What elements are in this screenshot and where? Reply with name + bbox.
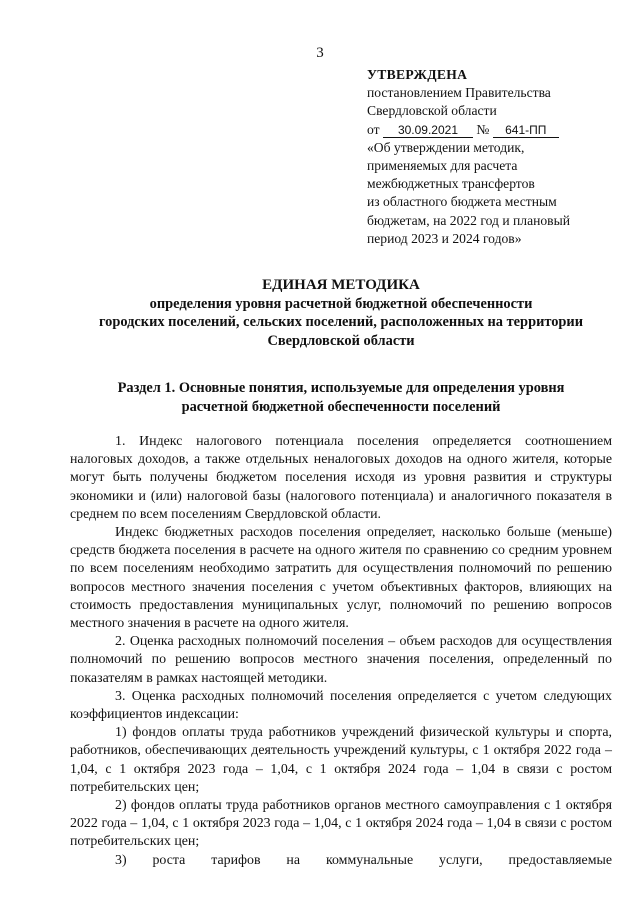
approval-number: 641-ПП bbox=[493, 123, 559, 138]
approval-line-2: Свердловской области bbox=[367, 103, 497, 119]
paragraph: 2) фондов оплаты труда работников органов местного самоуправления с 1 октября 2022 года – 1,04, с 1 октября 2023 года – 1,04, с 1 октября 2024 года – 1,04 в связи с ростом потребительских цен; bbox=[70, 798, 612, 850]
paragraph: 1. Индекс налогового потенциала поселения определяется соотношением налоговых доходов, а также отдельных неналоговых доходов на одного жителя, которые могут быть получены бюджетом поселения исходя из уровня развития и структуры экономики и (или) налоговой базы (налогового потенциала) и аналогичного показателя в среднем по всем поселениям Свердловской области. bbox=[70, 434, 612, 522]
paragraph: 3. Оценка расходных полномочий поселения определяется с учетом следующих коэффициентов индексации: bbox=[70, 688, 612, 723]
approval-quote-line: из областного бюджета местным bbox=[367, 194, 557, 210]
section-heading bbox=[70, 379, 612, 417]
document-title-line: городских поселений, сельских поселений, расположенных на территории bbox=[98, 314, 584, 331]
approval-block bbox=[367, 66, 617, 248]
document-title-line: определения уровня расчетной бюджетной обеспеченности bbox=[149, 295, 533, 312]
document-title bbox=[70, 276, 612, 350]
paragraph: 1) фондов оплаты труда работников учреждений физической культуры и спорта, работников, обеспечивающих деятельность учреждений культуры, с 1 октября 2022 года – 1,04, с 1 октября 2023 года – 1,04, с 1 октября 2024 года – 1,04 в связи с ростом потребительских цен; bbox=[70, 725, 612, 795]
section-heading-line: Раздел 1. Основные понятия, используемые для определения уровня bbox=[117, 380, 565, 396]
page-number: 3 bbox=[316, 45, 324, 61]
approval-quote-line: межбюджетных трансфертов bbox=[367, 176, 535, 192]
paragraph: 2. Оценка расходных полномочий поселения – объем расходов для осуществления полномочий по решению вопросов местного значения поселения, определенный по показателям в рамках настоящей методики. bbox=[70, 634, 612, 686]
document-title-line: Свердловской области bbox=[267, 332, 415, 349]
document-title-main: ЕДИНАЯ МЕТОДИКА bbox=[262, 277, 420, 293]
paragraph: Индекс бюджетных расходов поселения определяет, насколько больше (меньше) средств бюджета поселения в расчете на одного жителя по сравнению со средним уровнем по всем поселениям необходимо затратить для осуществления полномочий по решению вопросов местного значения поселения с учетом объективных факторов, влияющих на стоимость предоставления муниципальных услуг, полномочий по решению вопросов местного значения в расчете на одного жителя. bbox=[70, 525, 612, 632]
approval-line-1: постановлением Правительства bbox=[367, 85, 551, 101]
approval-date: 30.09.2021 bbox=[383, 123, 473, 138]
approval-date-line bbox=[367, 121, 617, 139]
body-text bbox=[70, 433, 612, 870]
section-heading-line: расчетной бюджетной обеспеченности поселений bbox=[181, 399, 501, 415]
approval-quote-line: период 2023 и 2024 годов» bbox=[367, 230, 522, 246]
approval-quote-line: бюджетам, на 2022 год и плановый bbox=[367, 212, 570, 228]
date-prefix: от bbox=[367, 121, 380, 137]
paragraph: 3) роста тарифов на коммунальные услуги, предоставляемые bbox=[115, 852, 612, 868]
approval-quote-line: применяемых для расчета bbox=[367, 158, 518, 174]
number-prefix: № bbox=[476, 121, 490, 137]
approval-quote-line: «Об утверждении методик, bbox=[367, 139, 525, 155]
approval-title: УТВЕРЖДЕНА bbox=[367, 67, 468, 82]
